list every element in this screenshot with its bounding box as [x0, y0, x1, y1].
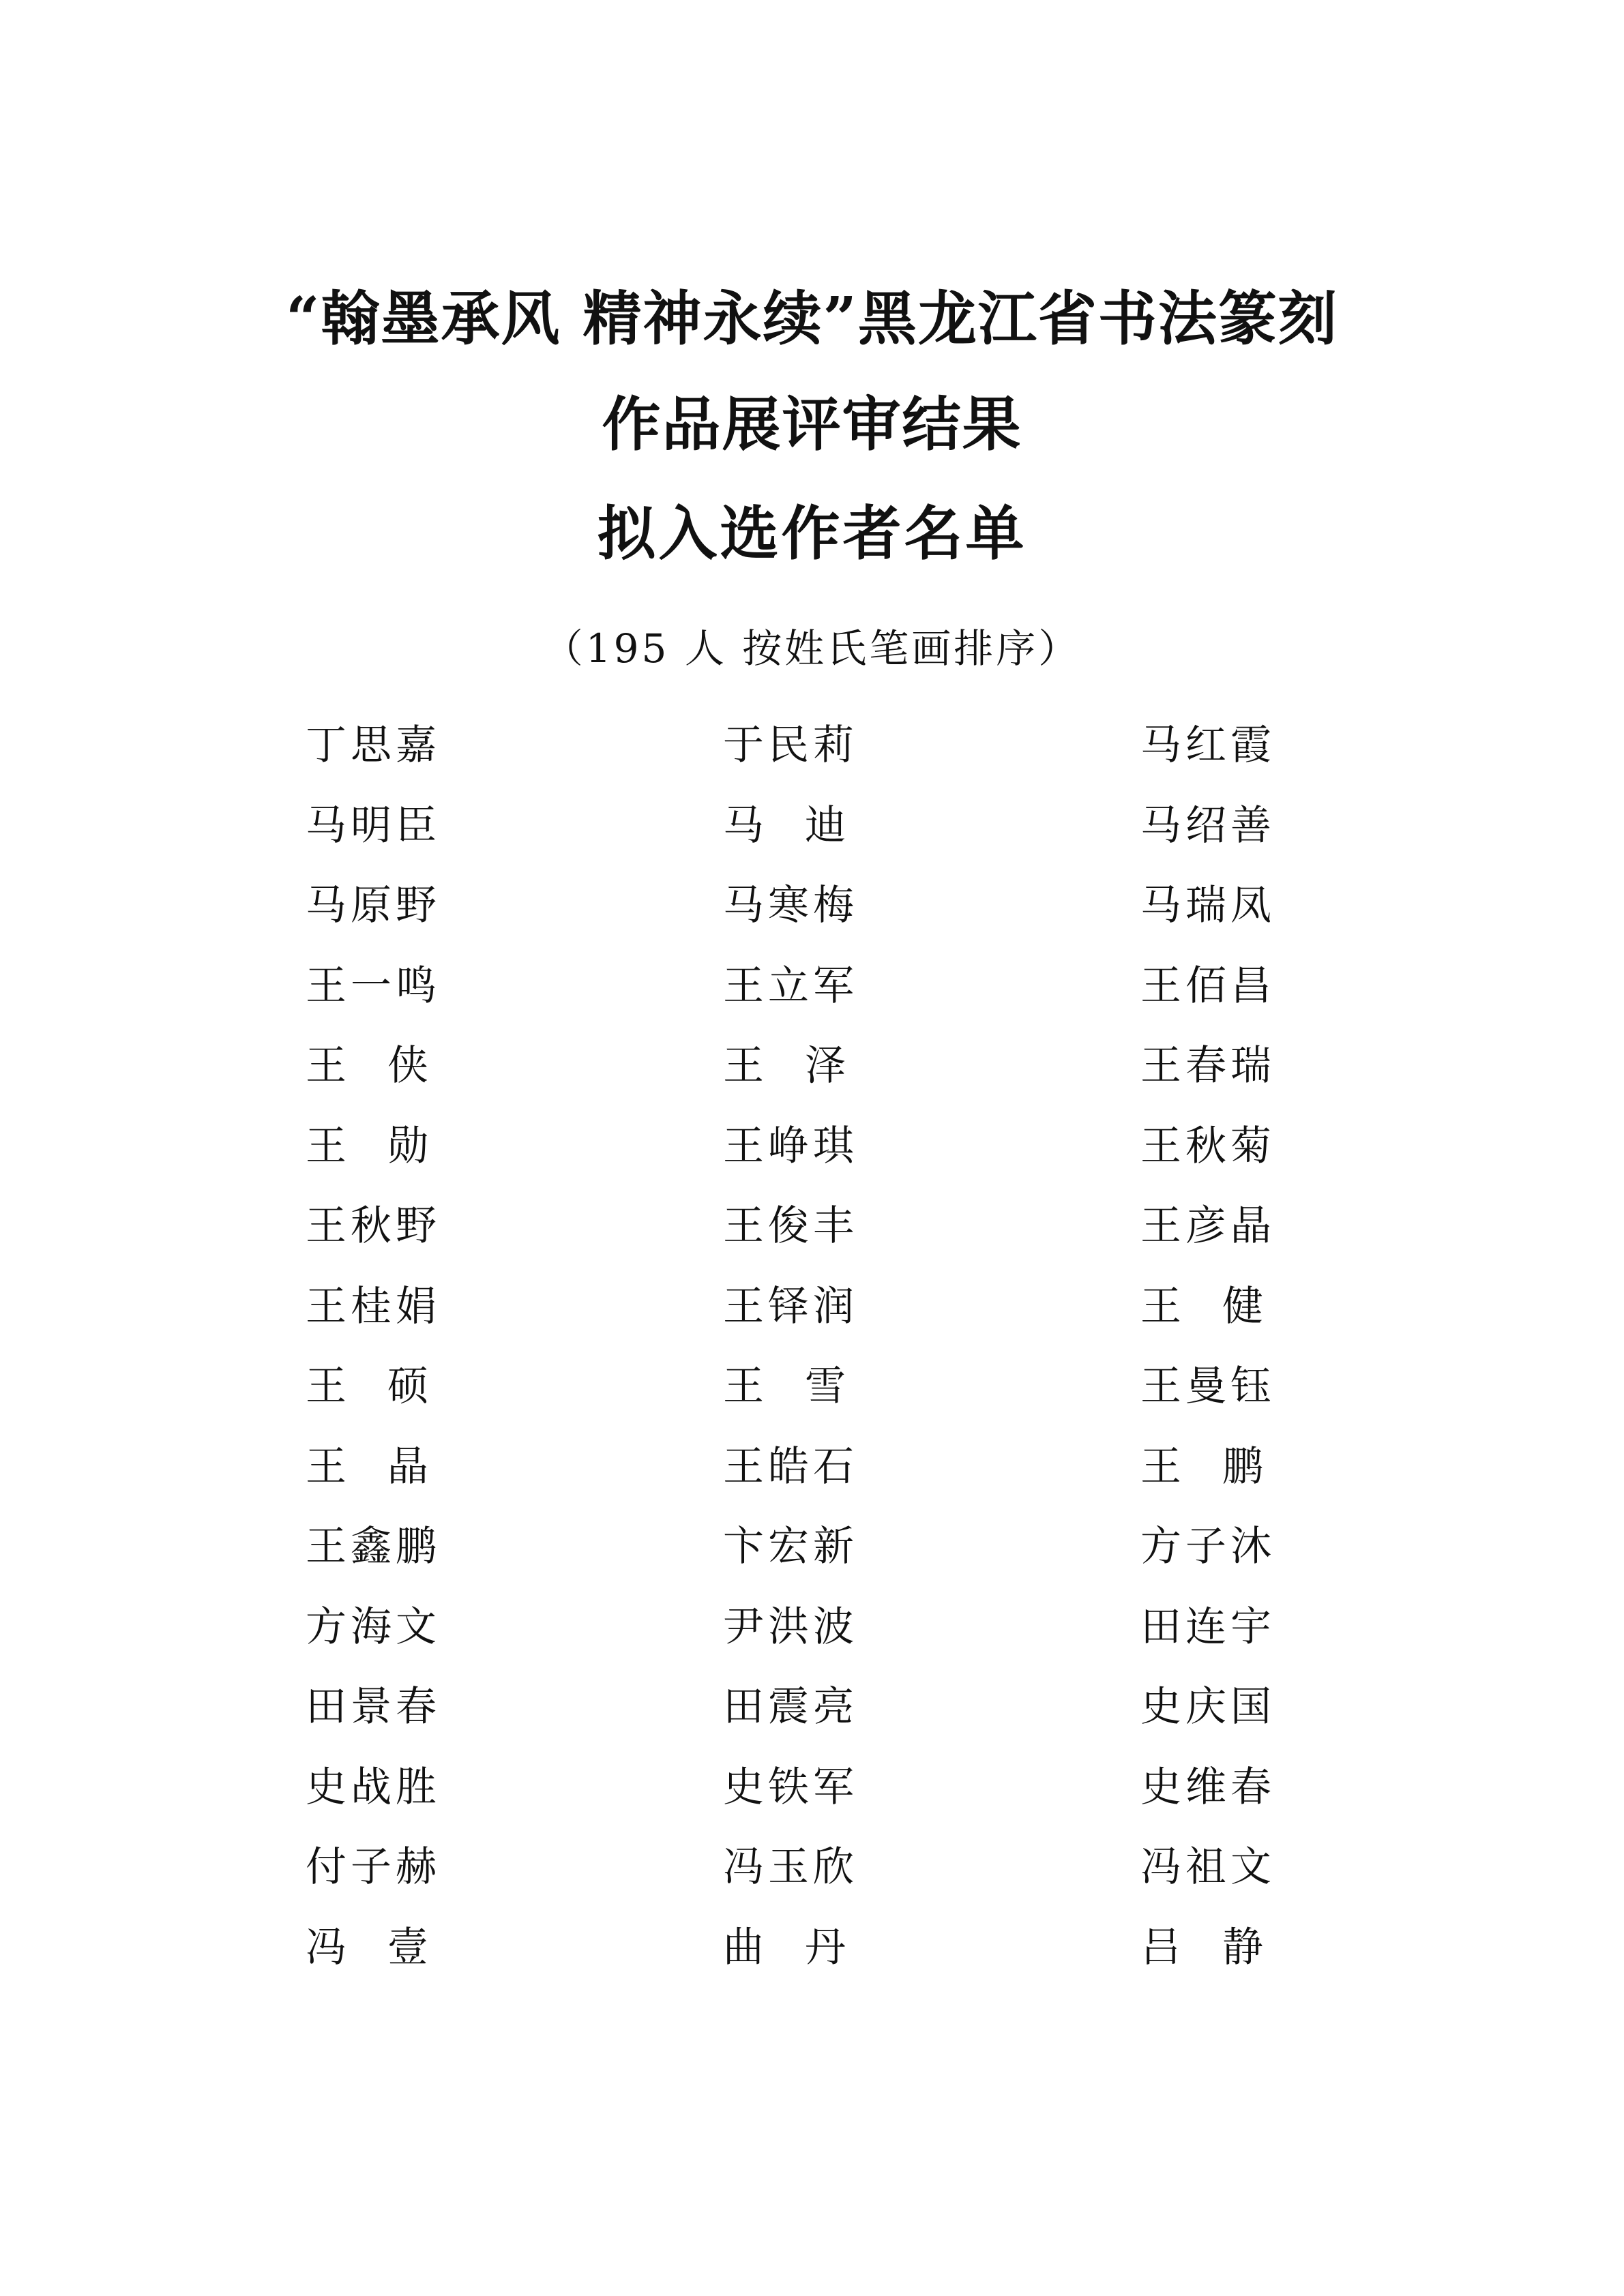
name-item: 王铎润 — [723, 1282, 858, 1330]
name-item: 王佰昌 — [1140, 961, 1275, 1010]
name-item — [306, 1436, 428, 1497]
name-item: 史铁军 — [723, 1763, 858, 1811]
name-item: 田连宇 — [1140, 1602, 1275, 1651]
name-surname: 王 — [306, 1442, 346, 1491]
name-given: 侠 — [387, 1042, 428, 1090]
name-given: 静 — [1222, 1923, 1263, 1971]
name-item: 王俊丰 — [723, 1202, 858, 1250]
name-item: 田震亮 — [723, 1683, 858, 1731]
name-surname: 王 — [306, 1362, 346, 1410]
name-item: 史庆国 — [1140, 1683, 1275, 1731]
name-item: 马寒梅 — [723, 882, 858, 929]
name-item: 王峥琪 — [723, 1122, 858, 1170]
name-item: 方子沐 — [1140, 1523, 1275, 1570]
name-item — [1140, 1917, 1263, 1978]
name-surname: 王 — [1140, 1442, 1181, 1491]
name-item: 马明臣 — [306, 801, 441, 850]
name-surname: 王 — [306, 1042, 346, 1090]
name-surname: 马 — [723, 801, 764, 850]
name-given: 健 — [1222, 1282, 1263, 1330]
name-item: 冯玉欣 — [723, 1843, 858, 1891]
name-item — [1140, 1276, 1263, 1337]
title-line-1: “翰墨承风 精神永续”黑龙江省书法篆刻 — [286, 284, 1338, 353]
name-given: 泽 — [805, 1042, 846, 1090]
name-given: 勋 — [387, 1122, 428, 1170]
name-item — [306, 1116, 428, 1177]
name-item: 尹洪波 — [723, 1602, 858, 1651]
name-item: 马原野 — [306, 882, 441, 929]
name-item: 王立军 — [723, 961, 858, 1010]
name-list — [306, 715, 1342, 1997]
name-item: 王一鸣 — [306, 961, 441, 1010]
name-item — [723, 1356, 846, 1417]
name-given: 壹 — [387, 1923, 428, 1971]
name-surname: 冯 — [306, 1923, 346, 1971]
name-item: 田景春 — [306, 1683, 441, 1731]
name-surname: 王 — [1140, 1282, 1181, 1330]
name-item: 王彦晶 — [1140, 1202, 1275, 1250]
name-item: 马绍善 — [1140, 801, 1275, 850]
name-item: 王鑫鹏 — [306, 1523, 441, 1570]
name-surname: 王 — [723, 1362, 764, 1410]
name-given: 硕 — [387, 1362, 428, 1410]
name-surname: 吕 — [1140, 1923, 1181, 1971]
name-item: 马红霞 — [1140, 721, 1275, 769]
name-item: 王曼钰 — [1140, 1362, 1275, 1410]
name-given: 丹 — [805, 1923, 846, 1971]
name-item — [306, 1035, 428, 1097]
name-item: 史战胜 — [306, 1763, 441, 1811]
list-subtitle: 拟入选作者名单 — [597, 499, 1027, 568]
name-given: 晶 — [387, 1442, 428, 1491]
name-item: 王桂娟 — [306, 1282, 441, 1330]
name-surname: 王 — [723, 1042, 764, 1090]
name-given: 雪 — [805, 1362, 846, 1410]
list-note: （195 人 按姓氏笔画排序） — [543, 625, 1081, 672]
name-given: 鹏 — [1222, 1442, 1263, 1491]
name-item: 丁思嘉 — [306, 721, 441, 769]
name-item — [306, 1356, 428, 1417]
name-item: 付子赫 — [306, 1843, 441, 1891]
name-item — [306, 1917, 428, 1978]
name-item: 冯祖文 — [1140, 1843, 1275, 1891]
name-surname: 曲 — [723, 1923, 764, 1971]
name-item: 方海文 — [306, 1602, 441, 1651]
name-item: 王秋野 — [306, 1202, 441, 1250]
name-item: 王春瑞 — [1140, 1042, 1275, 1090]
name-item: 于民莉 — [723, 721, 858, 769]
name-item: 卞宏新 — [723, 1523, 858, 1570]
name-item — [1140, 1436, 1263, 1497]
name-item — [723, 795, 846, 856]
name-given: 迪 — [805, 801, 846, 850]
name-item — [723, 1035, 846, 1097]
name-item: 马瑞凤 — [1140, 882, 1275, 929]
name-item: 王皓石 — [723, 1442, 858, 1491]
name-item: 史维春 — [1140, 1763, 1275, 1811]
name-surname: 王 — [306, 1122, 346, 1170]
title-line-2: 作品展评审结果 — [602, 390, 1022, 459]
name-item — [723, 1917, 846, 1978]
name-item: 王秋菊 — [1140, 1122, 1275, 1170]
